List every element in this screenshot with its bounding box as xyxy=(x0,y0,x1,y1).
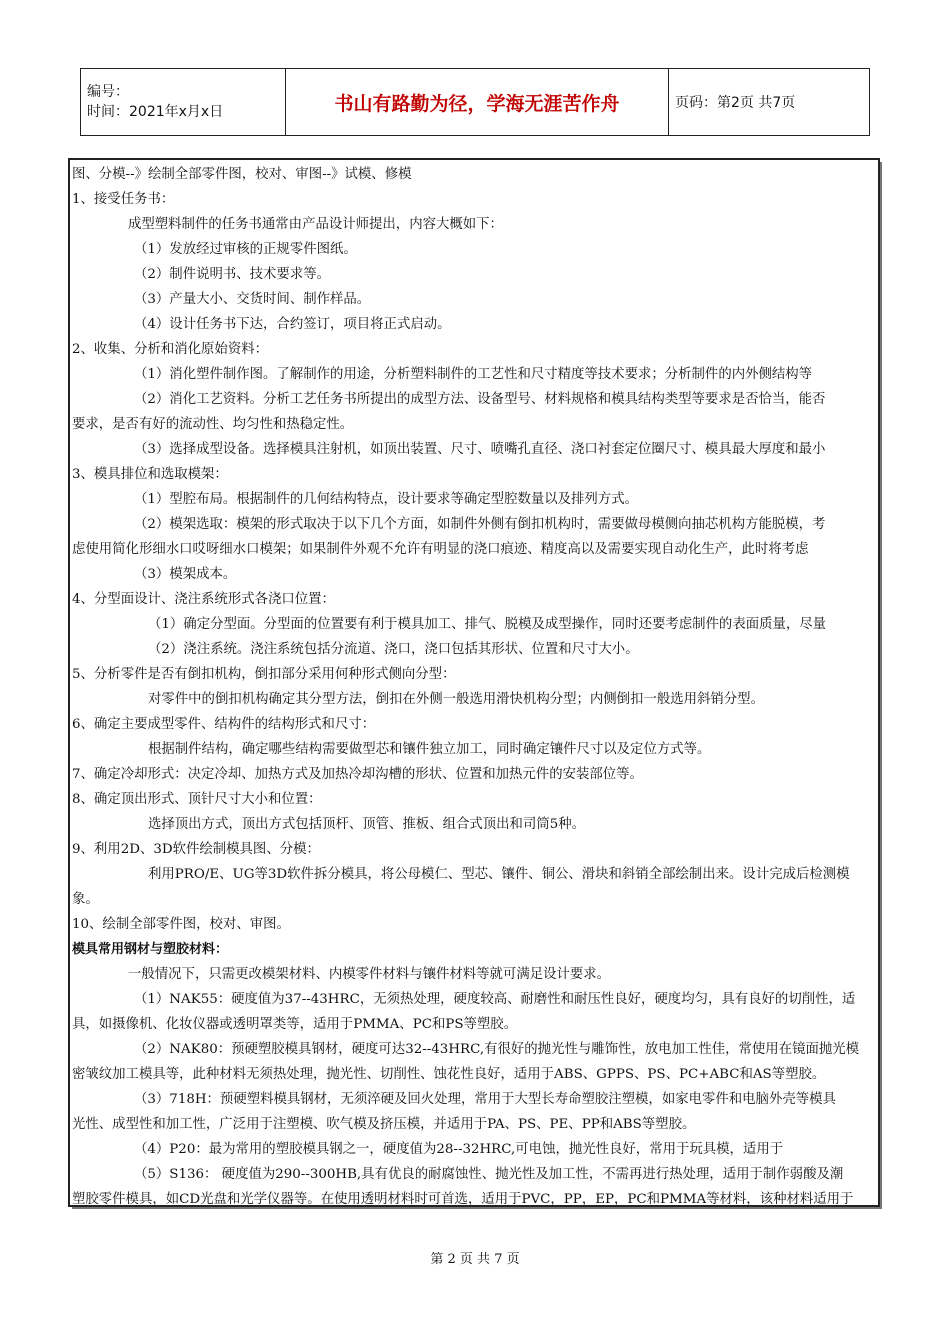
text-line: （3）718H：预硬塑料模具钢材，无须淬硬及回火处理，常用于大型长寿命塑胶注塑模，如家电零件和电脑外壳等模具 xyxy=(134,1092,836,1107)
text-line: 塑胶零件模具，如CD光盘和光学仪器等。在使用透明材料时可首选，适用于PVC，PP，EP，PC和PMMA等材料，该种材料适用于 xyxy=(72,1192,854,1207)
text-line: （2）NAK80：预硬塑胶模具钢材，硬度可达32--43HRC,有很好的抛光性与雕饰性，放电加工性佳，常使用在镜面抛光模 xyxy=(134,1042,860,1057)
text-line: （2）制件说明书、技术要求等。 xyxy=(134,267,330,282)
text-line: 1、接受任务书： xyxy=(72,192,175,207)
text-line: 6、确定主要成型零件、结构件的结构形式和尺寸： xyxy=(72,717,376,732)
text-line: （5）S136： 硬度值为290--300HB,具有优良的耐腐蚀性、抛光性及加工性，不需再进行热处理，适用于制作弱酸及潮 xyxy=(134,1167,844,1182)
text-line: 4、分型面设计、浇注系统形式各浇口位置： xyxy=(72,592,335,607)
text-line: 8、确定顶出形式、顶针尺寸大小和位置： xyxy=(72,792,322,807)
page-footer: 第 2 页 共 7 页 xyxy=(430,1252,520,1267)
text-line: （3）模架成本。 xyxy=(134,567,237,582)
document-header xyxy=(80,68,870,136)
content-body xyxy=(72,162,950,1212)
number-label: 编号： xyxy=(87,84,129,100)
text-line: 利用PRO/E、UG等3D软件拆分模具，将公母模仁、型芯、镶件、铜公、滑块和斜销全部绘制出来。设计完成后检测模 xyxy=(148,867,850,882)
text-line: 2、收集、分析和消化原始资料： xyxy=(72,342,268,357)
text-line: 虑使用简化形细水口哎呀细水口模架；如果制件外观不允许有明显的浇口痕迹、精度高以及需要实现自动化生产，此时将考虑 xyxy=(72,542,809,557)
text-line: 根据制件结构，确定哪些结构需要做型芯和镶件独立加工，同时确定镶件尺寸以及定位方式等。 xyxy=(148,742,711,757)
text-line: 一般情况下，只需更改模架材料、内模零件材料与镶件材料等就可满足设计要求。 xyxy=(128,967,611,982)
text-line: （1）发放经过审核的正规零件图纸。 xyxy=(134,242,357,257)
text-line: 成型塑料制件的任务书通常由产品设计师提出，内容大概如下： xyxy=(128,217,503,232)
text-line: （1）消化塑件制作图。了解制作的用途，分析塑料制件的工艺性和尺寸精度等技术要求；分析制件的内外侧结构等 xyxy=(134,367,813,382)
text-line: 要求，是否有好的流动性、均匀性和热稳定性。 xyxy=(72,417,354,432)
text-line: （1）确定分型面。分型面的位置要有利于模具加工、排气、脱模及成型操作，同时还要考虑制件的表面质量，尽量 xyxy=(148,617,827,632)
text-line: （3）选择成型设备。选择模具注射机，如顶出装置、尺寸、喷嘴孔直径、浇口衬套定位圈尺寸、模具最大厚度和最小 xyxy=(134,442,826,457)
text-line: （2）浇注系统。浇注系统包括分流道、浇口，浇口包括其形状、位置和尺寸大小。 xyxy=(148,642,639,657)
text-line: 象。 xyxy=(72,892,99,907)
text-line: （1）NAK55：硬度值为37--43HRC，无须热处理，硬度较高、耐磨性和耐压性良好，硬度均匀，具有良好的切削性，适 xyxy=(134,992,856,1007)
text-line: 密皱纹加工模具等，此种材料无须热处理，抛光性、切削性、蚀花性良好，适用于ABS、GPPS、PS、PC+ABC和AS等塑胶。 xyxy=(72,1067,826,1082)
text-line: 光性、成型性和加工性，广泛用于注塑模、吹气模及挤压模，并适用于PA、PS、PE、PP和ABS等塑胶。 xyxy=(72,1117,696,1132)
header-meta xyxy=(81,69,286,136)
text-line: （3）产量大小、交货时间、制作样品。 xyxy=(134,292,371,307)
header-page-info: 页码：第2页 共7页 xyxy=(669,69,870,136)
text-line: （2）消化工艺资料。分析工艺任务书所提出的成型方法、设备型号、材料规格和模具结构类型等要求是否恰当，能否 xyxy=(134,392,826,407)
time-label: 时间：2021年x月x日 xyxy=(87,104,224,120)
header-motto: 书山有路勤为径，学海无涯苦作舟 xyxy=(286,69,669,136)
text-line: 选择顶出方式，顶出方式包括顶杆、顶管、推板、组合式顶出和司筒5种。 xyxy=(148,817,586,832)
text-line: 7、确定冷却形式：决定冷却、加热方式及加热冷却沟槽的形状、位置和加热元件的安装部位等。 xyxy=(72,767,643,782)
text-line: 对零件中的倒扣机构确定其分型方法，倒扣在外侧一般选用滑快机构分型；内侧倒扣一般选用斜销分型。 xyxy=(148,692,764,707)
text-line: 10、绘制全部零件图，校对、审图。 xyxy=(72,917,290,932)
text-line: （4）P20：最为常用的塑胶模具钢之一，硬度值为28--32HRC,可电蚀，抛光性良好，常用于玩具模，适用于 xyxy=(134,1142,784,1157)
text-line: （2）模架选取：模架的形式取决于以下几个方面，如制件外侧有倒扣机构时，需要做母模侧向抽芯机构方能脱模，考 xyxy=(134,517,826,532)
text-line: 3、模具排位和选取模架： xyxy=(72,467,228,482)
text-line: （1）型腔布局。根据制件的几何结构特点，设计要求等确定型腔数量以及排列方式。 xyxy=(134,492,638,507)
text-line: 图、分模--》绘制全部零件图，校对、审图--》试模、修模 xyxy=(72,167,412,182)
text-line: 5、分析零件是否有倒扣机构，倒扣部分采用何种形式侧向分型： xyxy=(72,667,456,682)
text-line: 具，如摄像机、化妆仪器或透明罩类等，适用于PMMA、PC和PS等塑胶。 xyxy=(72,1017,518,1032)
text-line: （4）设计任务书下达，合约签订，项目将正式启动。 xyxy=(134,317,451,332)
text-line: 9、利用2D、3D软件绘制模具图、分模： xyxy=(72,842,320,857)
section-heading: 模具常用钢材与塑胶材料： xyxy=(72,942,229,957)
